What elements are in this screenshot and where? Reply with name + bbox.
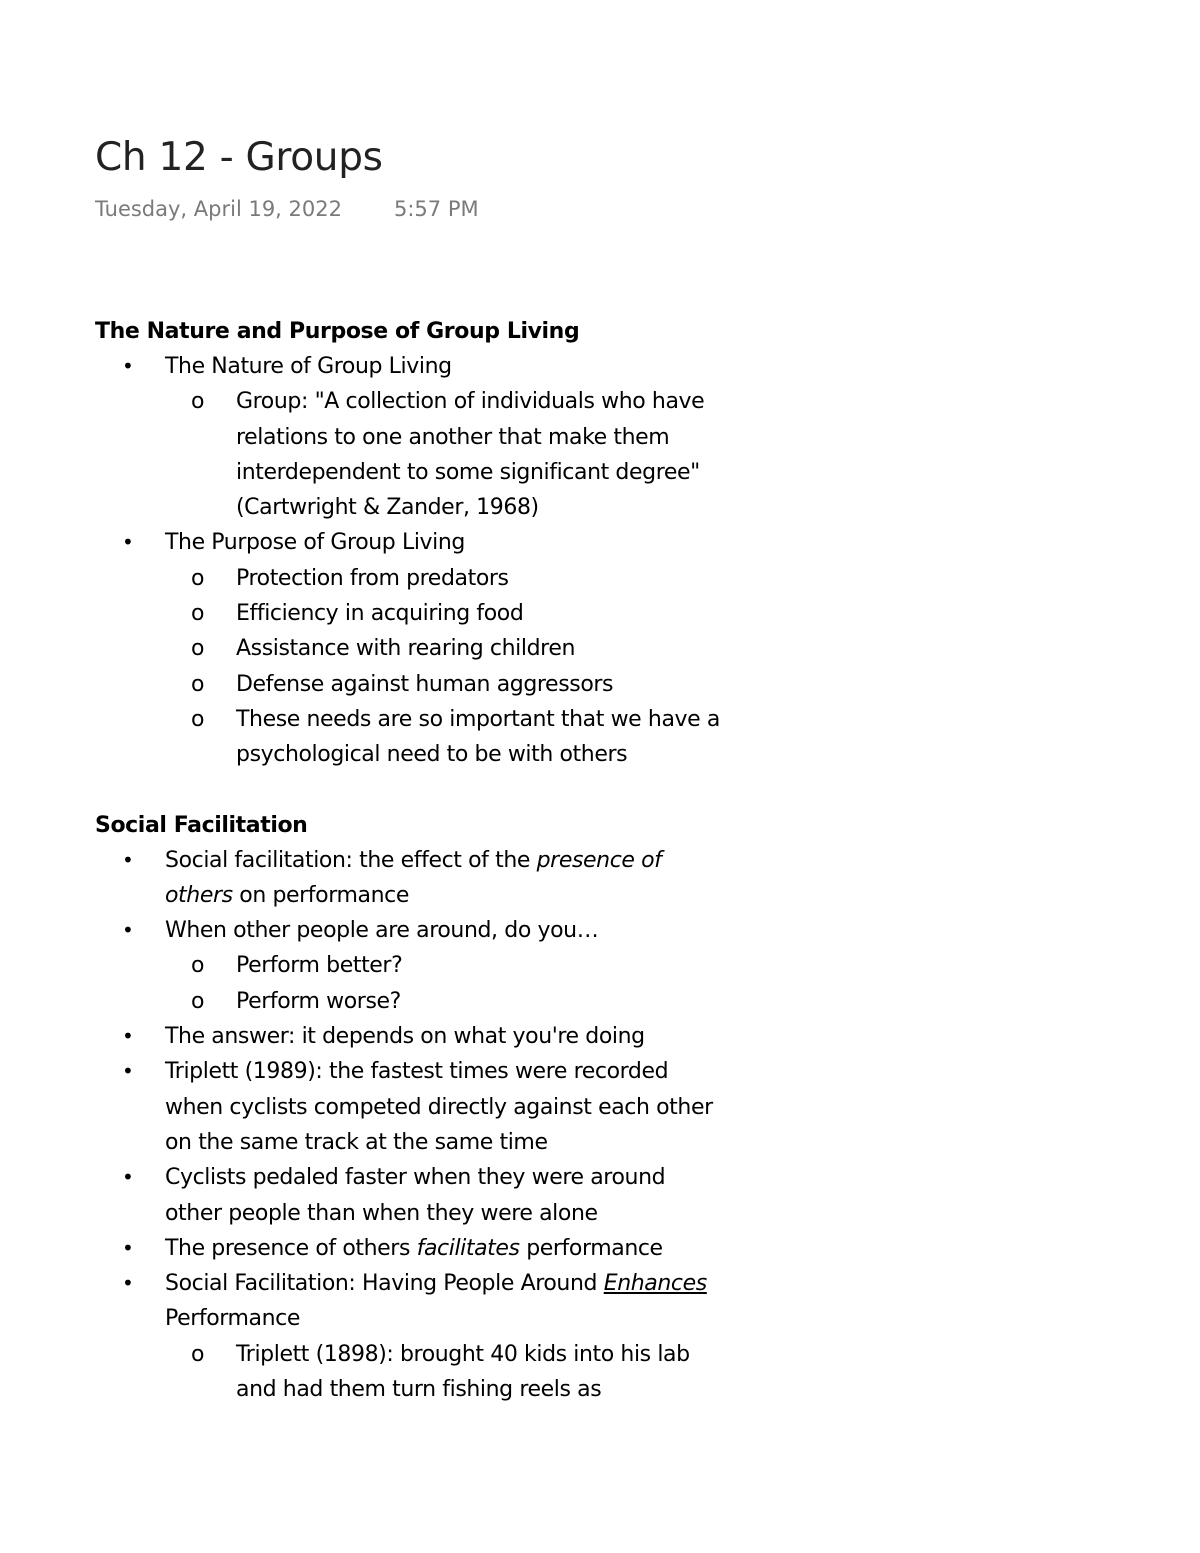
sub-list-item-text: Assistance with rearing children: [236, 636, 575, 662]
list-item-text: The Nature of Group Living: [165, 354, 452, 379]
sub-bullet-icon: o: [191, 671, 205, 697]
bullet-icon: •: [122, 1271, 134, 1296]
text-run: Performance: [165, 1306, 301, 1332]
sub-list-item: [95, 384, 731, 525]
sub-bullet-icon: o: [191, 953, 205, 979]
list-item: [95, 525, 1095, 772]
page-meta: [95, 194, 1095, 224]
sub-list: [95, 1337, 1095, 1408]
bullet-icon: •: [122, 918, 134, 943]
sub-list-item: [95, 948, 731, 983]
emphasis-text: facilitates: [416, 1235, 520, 1261]
list-item: [95, 913, 1095, 1019]
sub-list-item-text: Protection from predators: [236, 565, 509, 591]
sub-bullet-icon: o: [191, 565, 205, 591]
list-item-text: [165, 843, 725, 914]
page-title: Ch 12 - Groups: [95, 135, 383, 180]
text-run: Social facilitation: the effect of the: [165, 847, 537, 873]
section-spacer: [95, 773, 1095, 808]
bullet-list: [95, 843, 1095, 1408]
sub-list-item: [95, 1337, 731, 1408]
section-social-facilitation: [95, 808, 1095, 1408]
sub-bullet-icon: o: [191, 706, 205, 732]
text-run: The presence of others: [165, 1235, 417, 1261]
list-item: [95, 1231, 1095, 1266]
sub-list-item: [95, 667, 731, 702]
section-heading: Social Facilitation: [95, 812, 308, 838]
underlined-emphasis-text: Enhances: [603, 1271, 707, 1297]
sub-bullet-icon: o: [191, 389, 205, 415]
list-item-text: Cyclists pedaled faster when they were around other people than when they were alone: [165, 1165, 666, 1226]
page-header: [95, 130, 1095, 224]
sub-list-item: [95, 984, 731, 1019]
list-item: [95, 1054, 1095, 1160]
sub-list-item-text: Group: "A collection of individuals who have relations to one another that make them interdependent to some significant degree" (Cartwright & Zander, 1968): [236, 389, 705, 521]
list-item: [95, 1266, 1095, 1407]
sub-bullet-icon: o: [191, 1341, 205, 1367]
list-item-text: The Purpose of Group Living: [165, 530, 465, 556]
section-heading: The Nature and Purpose of Group Living: [95, 319, 580, 344]
bullet-icon: •: [122, 354, 134, 378]
sub-list: [95, 384, 1095, 525]
sub-list-item: [95, 702, 731, 773]
list-item-text: The answer: it depends on what you're doing: [165, 1024, 645, 1050]
bullet-icon: •: [122, 530, 134, 555]
sub-bullet-icon: o: [191, 636, 205, 662]
bullet-icon: •: [122, 847, 134, 872]
text-run: on performance: [232, 882, 409, 908]
list-item: [95, 1019, 1095, 1054]
sub-bullet-icon: o: [191, 601, 205, 627]
section-group-living: [95, 314, 1095, 773]
sub-list-item-text: Perform better?: [236, 953, 403, 979]
text-run: Social Facilitation: Having People Around: [165, 1271, 604, 1297]
list-item-text: When other people are around, do you…: [165, 918, 599, 944]
list-item: [95, 1160, 1095, 1231]
list-item-text: Triplett (1989): the fastest times were recorded when cyclists competed directly against each other on the same track at the same time: [165, 1059, 713, 1155]
bullet-icon: •: [122, 1059, 134, 1084]
list-item: [95, 843, 1095, 914]
sub-list-item-text: These needs are so important that we have a psychological need to be with others: [236, 706, 720, 768]
sub-list-item-text: Defense against human aggressors: [236, 671, 614, 697]
sub-list-item-text: Efficiency in acquiring food: [236, 601, 524, 627]
bullet-icon: •: [122, 1165, 134, 1190]
bullet-icon: •: [122, 1024, 134, 1049]
sub-list: [95, 948, 1095, 1019]
sub-list: [95, 561, 1095, 773]
page-date: Tuesday, April 19, 2022: [95, 197, 342, 221]
note-body: [95, 314, 1095, 1407]
sub-list-item: [95, 631, 731, 666]
bullet-icon: •: [122, 1235, 134, 1260]
sub-bullet-icon: o: [191, 988, 205, 1014]
emphasis-text: presence of others: [165, 847, 662, 908]
sub-list-item: [95, 561, 731, 596]
sub-list-item: [95, 596, 731, 631]
list-item-text: [165, 1231, 725, 1266]
list-item-text: [165, 1266, 725, 1337]
sub-list-item-text: Perform worse?: [236, 988, 401, 1014]
page-time: 5:57 PM: [393, 197, 479, 221]
bullet-list: [95, 349, 1095, 773]
list-item: [95, 349, 1095, 525]
sub-list-item-text: Triplett (1898): brought 40 kids into his lab and had them turn fishing reels as: [236, 1341, 690, 1403]
text-run: performance: [519, 1235, 663, 1261]
